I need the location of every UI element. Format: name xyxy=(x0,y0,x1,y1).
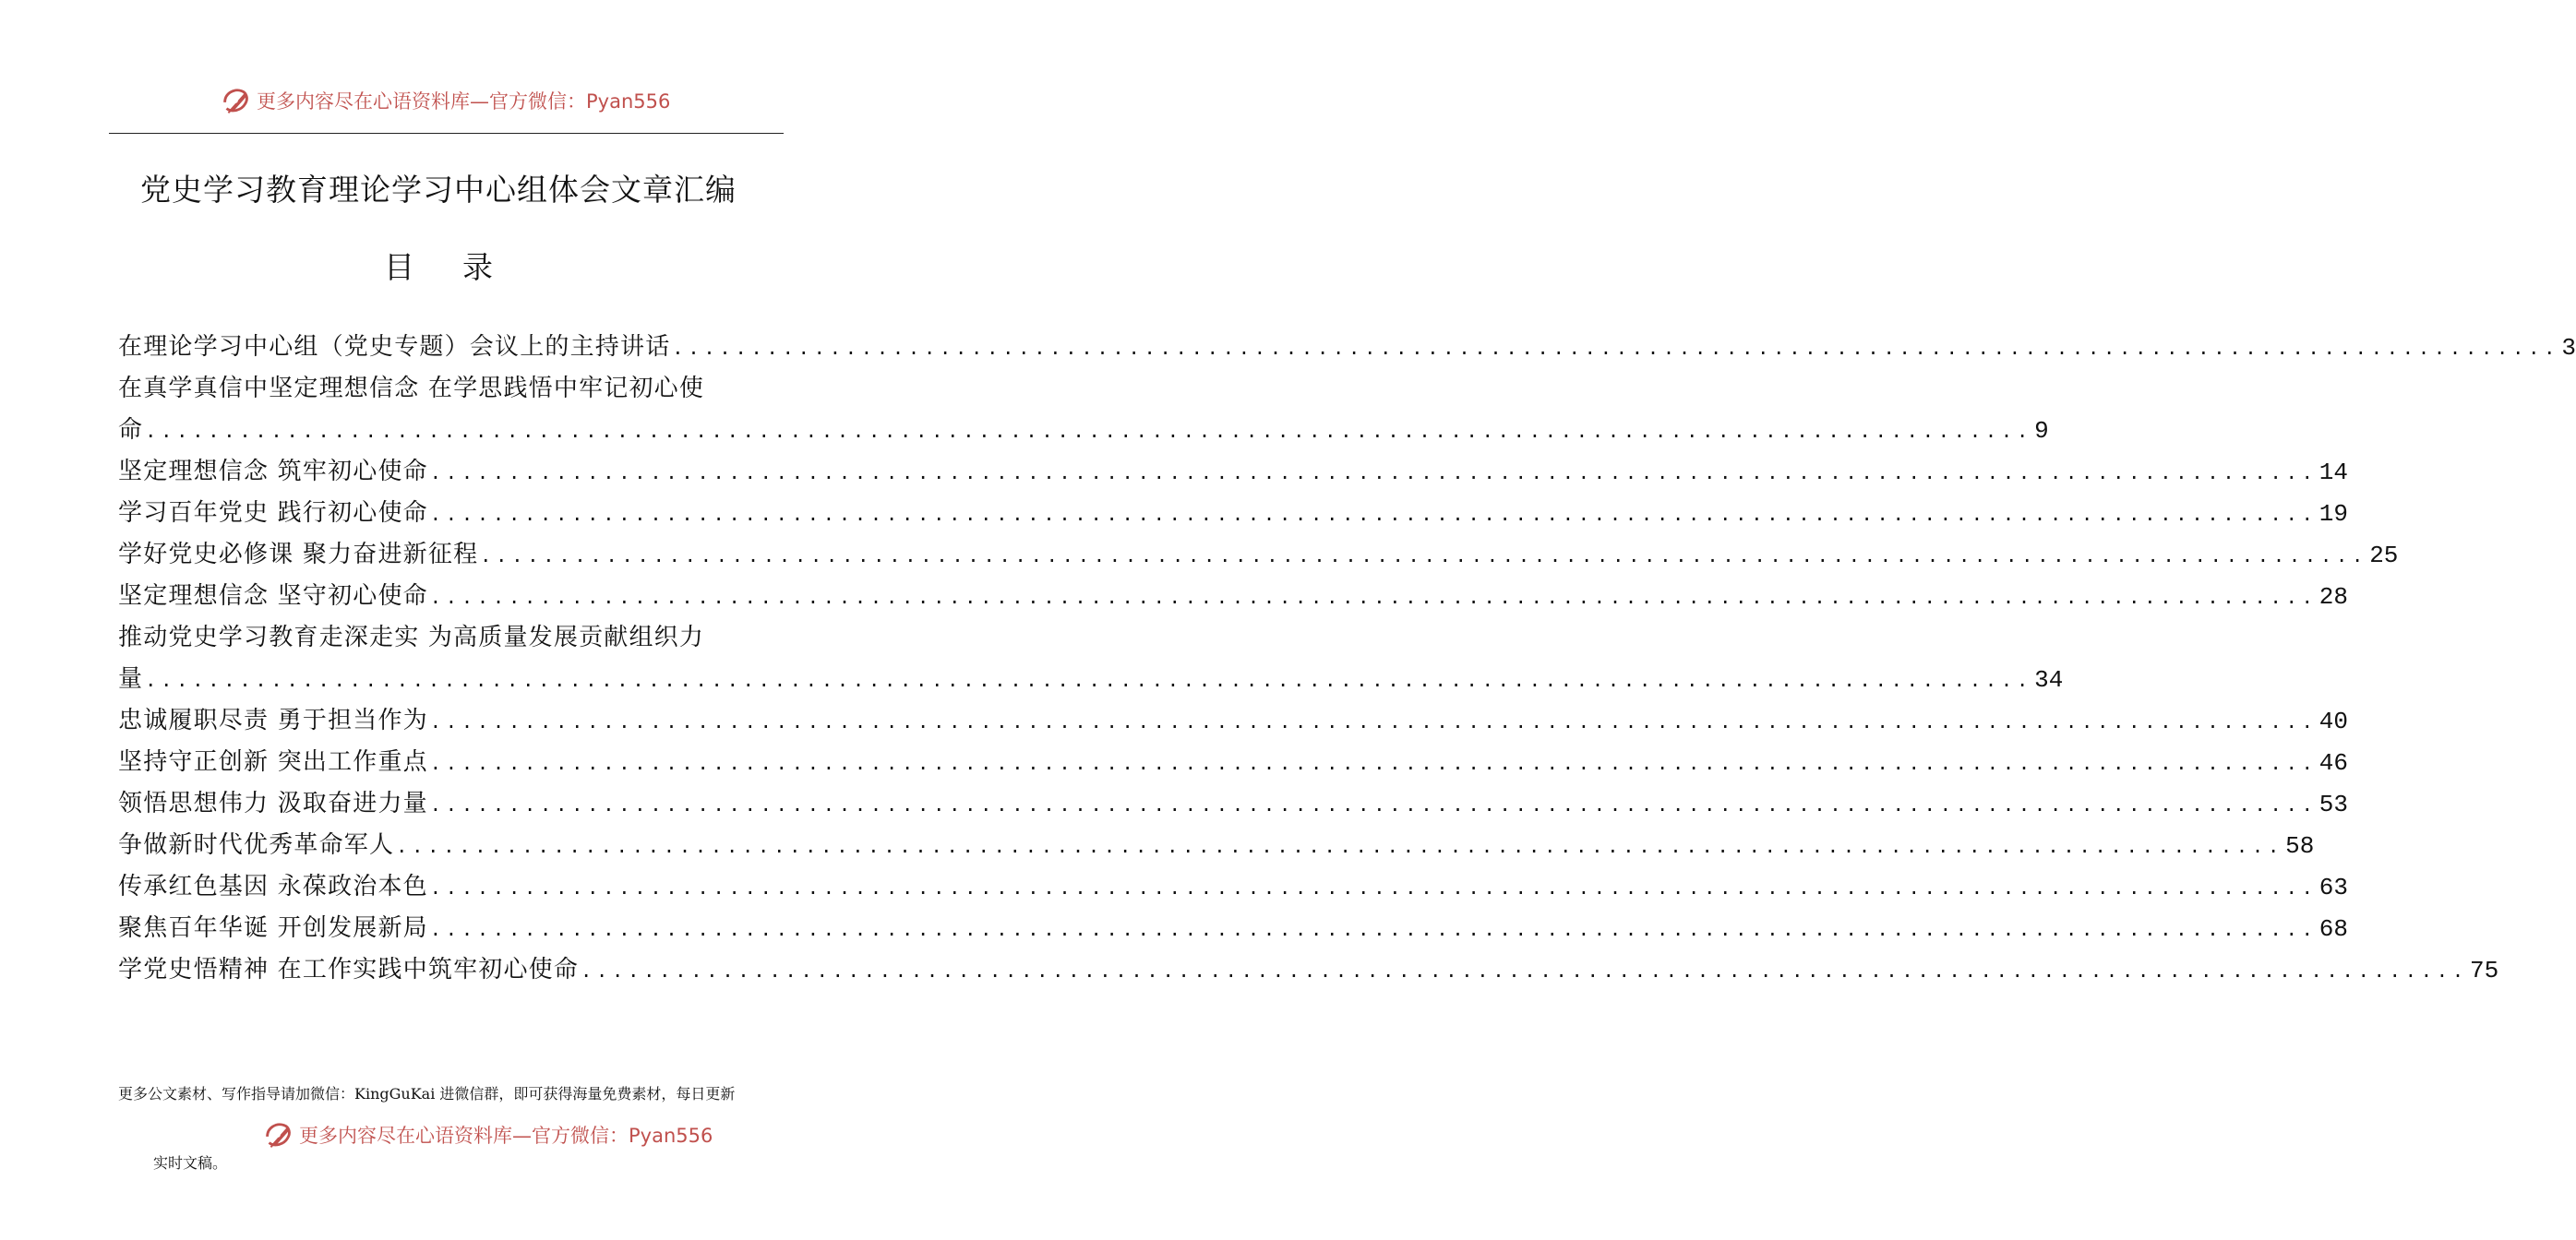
dot-leader: ........................................................................................................................ xyxy=(429,586,2318,608)
toc-entry[interactable] xyxy=(118,493,2349,534)
footer-note: 更多公文素材、写作指导请加微信：KingGuKai 进微信群，即可获得海量免费素材，每日更新 xyxy=(118,1085,736,1103)
toc-page-number: 19 xyxy=(2318,500,2349,528)
toc-page-number: 58 xyxy=(2285,832,2315,860)
toc-entry-title: 在理论学习中心组（党史专题）会议上的主持讲话 xyxy=(118,333,671,361)
toc-entry-line xyxy=(118,451,2349,493)
toc-entry[interactable] xyxy=(118,576,2349,617)
toc-entry[interactable] xyxy=(118,908,2349,949)
dot-leader: ........................................................................................................................ xyxy=(429,461,2318,483)
toc-entry-title: 学习百年党史 践行初心使命 xyxy=(118,499,428,527)
dot-leader: ........................................................................................................................ xyxy=(429,793,2318,816)
toc-entry-title: 命 xyxy=(118,416,144,444)
toc-entry-line xyxy=(118,908,2349,949)
toc-entry-line xyxy=(118,327,2576,368)
dot-leader: ........................................................................................................................ xyxy=(480,544,2368,566)
toc-entry-title: 学党史悟精神 在工作实践中筑牢初心使命 xyxy=(118,956,580,984)
header-divider xyxy=(109,133,784,134)
toc-page-number: 9 xyxy=(2034,417,2049,445)
document-title: 党史学习教育理论学习中心组体会文章汇编 xyxy=(140,172,737,208)
toc-entry-line xyxy=(118,742,2349,783)
toc-entry-title: 聚焦百年华诞 开创发展新局 xyxy=(118,914,428,942)
toc-entry-line xyxy=(118,576,2349,617)
toc-entry-line xyxy=(118,700,2349,742)
toc-entry[interactable] xyxy=(118,825,2315,866)
toc-entry-line xyxy=(118,949,2499,991)
dot-leader: ........................................................................................................................ xyxy=(429,918,2318,940)
dot-leader: ........................................................................................................................ xyxy=(672,337,2560,359)
toc-page-number: 28 xyxy=(2318,583,2349,611)
toc-heading-char: 目 xyxy=(384,249,414,285)
toc-page-number: 34 xyxy=(2034,666,2064,694)
toc-entry-title: 坚定理想信念 坚守初心使命 xyxy=(118,582,428,610)
toc-entry-line xyxy=(118,825,2315,866)
toc-entry-line xyxy=(118,659,2064,700)
dot-leader: ........................................................................................................................ xyxy=(581,960,2468,982)
dot-leader: ........................................................................................................................ xyxy=(429,710,2318,733)
toc-entry[interactable] xyxy=(118,949,2499,991)
dot-leader: ........................................................................................................................ xyxy=(429,752,2318,774)
toc-entry-title: 争做新时代优秀革命军人 xyxy=(118,831,395,859)
dot-leader: ........................................................................................................................ xyxy=(429,876,2318,899)
pen-logo-icon xyxy=(260,1117,295,1152)
toc-page-number: 53 xyxy=(2318,791,2349,818)
toc-entry-title: 领悟思想伟力 汲取奋进力量 xyxy=(118,790,428,817)
toc-entry-title-line: 在真学真信中坚定理想信念 在学思践悟中牢记初心使 xyxy=(118,375,705,402)
toc-entry[interactable] xyxy=(118,866,2349,908)
toc-entry[interactable] xyxy=(118,451,2349,493)
footer-tail: 实时文稿。 xyxy=(153,1154,228,1172)
toc-entry-title: 量 xyxy=(118,665,144,693)
toc-entry[interactable] xyxy=(118,368,2049,451)
toc-entry[interactable] xyxy=(118,742,2349,783)
toc-page-number: 14 xyxy=(2318,459,2349,486)
header-watermark xyxy=(218,83,670,118)
toc-entry-title: 传承红色基因 永葆政治本色 xyxy=(118,873,428,900)
footer-watermark xyxy=(260,1117,713,1152)
watermark-text: 更多内容尽在心语资料库—官方微信：Pyan556 xyxy=(257,90,671,113)
toc-page-number: 3 xyxy=(2561,334,2576,362)
pen-logo-icon xyxy=(218,83,253,118)
toc-entry-title-line: 推动党史学习教育走深走实 为高质量发展贡献组织力 xyxy=(118,624,705,651)
toc-entry-title: 坚定理想信念 筑牢初心使命 xyxy=(118,458,428,485)
toc-page-number: 25 xyxy=(2369,542,2399,569)
toc-entry[interactable] xyxy=(118,783,2349,825)
toc-heading-char: 录 xyxy=(462,249,493,285)
toc-entry-title: 坚持守正创新 突出工作重点 xyxy=(118,748,428,776)
toc-page-number: 40 xyxy=(2318,708,2349,735)
dot-leader: ........................................................................................................................ xyxy=(429,503,2318,525)
table-of-contents xyxy=(118,327,2576,991)
toc-page-number: 75 xyxy=(2470,957,2499,984)
toc-entry-line xyxy=(118,783,2349,825)
watermark-text: 更多内容尽在心语资料库—官方微信：Pyan556 xyxy=(299,1125,713,1147)
toc-entry-line xyxy=(118,534,2399,576)
toc-entry[interactable] xyxy=(118,534,2399,576)
toc-heading xyxy=(0,244,877,287)
toc-entry-title: 学好党史必修课 聚力奋进新征程 xyxy=(118,541,479,568)
dot-leader: ........................................................................................................................ xyxy=(145,669,2033,691)
toc-entry-line xyxy=(118,410,2049,451)
toc-entry-line xyxy=(118,493,2349,534)
toc-page-number: 63 xyxy=(2318,874,2349,901)
toc-page-number: 68 xyxy=(2318,915,2349,943)
dot-leader: ........................................................................................................................ xyxy=(396,835,2284,857)
toc-entry-line xyxy=(118,866,2349,908)
toc-entry-title: 忠诚履职尽责 勇于担当作为 xyxy=(118,707,428,734)
toc-entry[interactable] xyxy=(118,700,2349,742)
toc-entry[interactable] xyxy=(118,617,2064,700)
dot-leader: ........................................................................................................................ xyxy=(145,420,2033,442)
toc-page-number: 46 xyxy=(2318,749,2349,777)
toc-entry[interactable] xyxy=(118,327,2576,368)
